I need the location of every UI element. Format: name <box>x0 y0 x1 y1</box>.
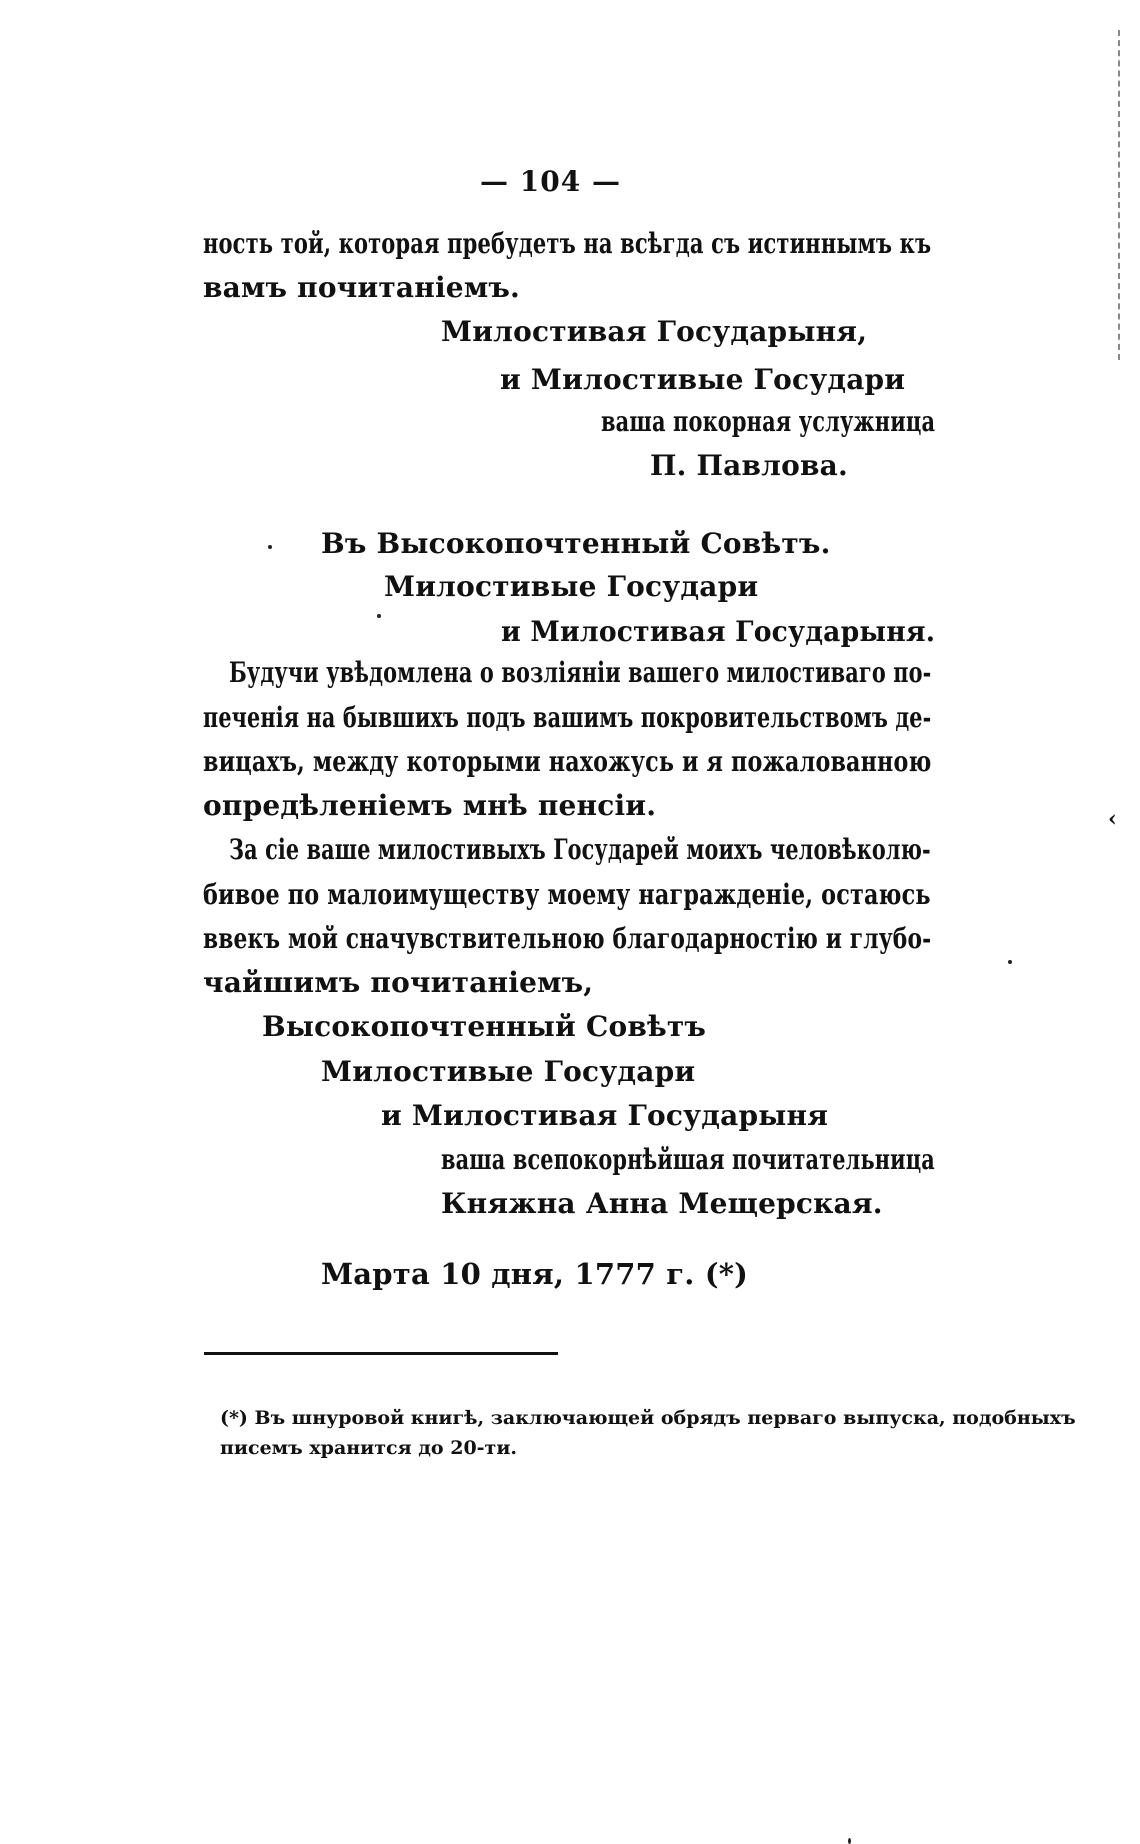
closing-line: и Милостивая Государыня <box>381 1099 829 1132</box>
page-number: — 104 — <box>480 165 621 198</box>
closing-line: Высокопочтенный Совѣтъ <box>262 1010 707 1043</box>
text-line: опредѣленіемъ мнѣ пенсіи. <box>203 789 657 822</box>
margin-scan-mark: ‹ <box>1108 806 1117 832</box>
scan-speck <box>268 545 272 549</box>
text-line: печенія на бывшихъ подъ вашимъ покровительствомъ де- <box>203 701 932 734</box>
text-line: чайшимъ почитаніемъ, <box>203 966 594 999</box>
text-line: ввекъ мой сначувствительною благодарностію и глубо- <box>203 922 932 955</box>
footnote-rule <box>204 1352 558 1355</box>
text-line: бивое по малоимуществу моему награжденіе, остаюсь <box>203 878 931 911</box>
closing-line: Милостивые Государи <box>321 1055 696 1088</box>
signature: П. Павлова. <box>650 449 848 482</box>
signature: Княжна Анна Мещерская. <box>441 1187 883 1220</box>
text-line: За сіе ваше милостивыхъ Государей моихъ человѣколю- <box>229 833 931 866</box>
scan-speck <box>848 1838 851 1844</box>
salutation-line: Милостивая Государыня, <box>441 315 868 348</box>
closing-line: ваша покорная услужница <box>601 405 936 438</box>
address-line: Милостивые Государи <box>384 570 759 603</box>
letter-date: Марта 10 дня, 1777 г. (*) <box>321 1257 749 1291</box>
scan-speck <box>1008 960 1012 964</box>
text-line: ность той, которая пребудетъ на всѣгда съ истиннымъ къ <box>203 227 932 260</box>
footnote-line: писемъ хранится до 20-ти. <box>220 1437 518 1459</box>
salutation-line: и Милостивые Государи <box>500 363 906 396</box>
text-line: Будучи увѣдомлена о возліяніи вашего милостиваго по- <box>229 656 932 689</box>
address-line: Въ Высокопочтенный Совѣтъ. <box>321 527 831 560</box>
text-line: вицахъ, между которыми нахожусь и я пожалованною <box>203 745 932 778</box>
page-edge-scan-artifact <box>1118 30 1122 360</box>
footnote-line: (*) Въ шнуровой книгѣ, заключающей обрядъ перваго выпуска, подобныхъ <box>220 1407 1076 1429</box>
text-line: вамъ почитаніемъ. <box>203 271 520 304</box>
scan-speck <box>377 614 381 618</box>
address-line: и Милостивая Государыня. <box>501 615 936 648</box>
closing-line: ваша всепокорнѣйшая почитательница <box>441 1143 935 1176</box>
